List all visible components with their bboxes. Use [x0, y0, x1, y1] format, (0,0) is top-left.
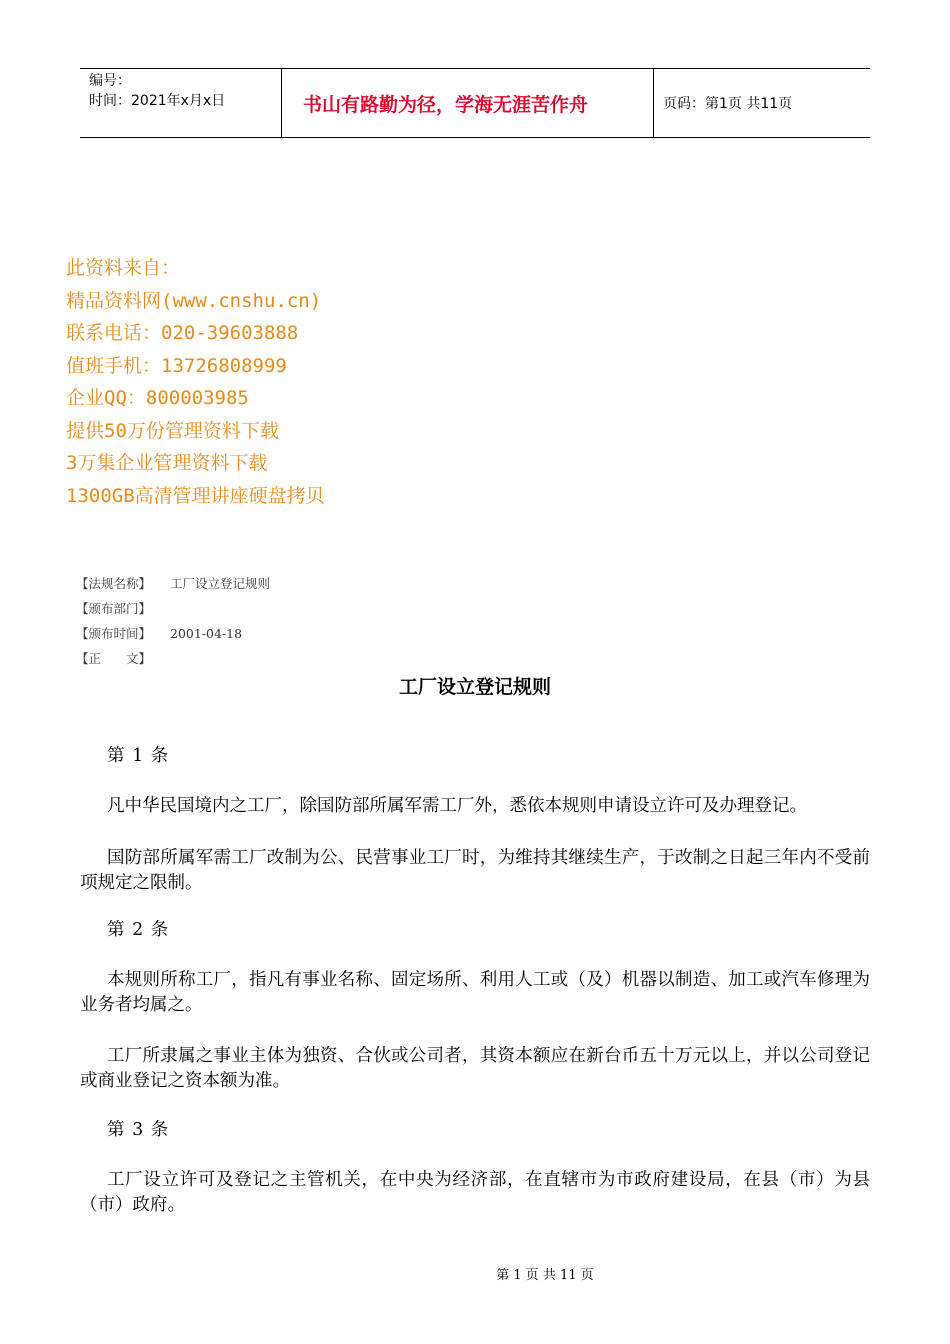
ad-line: 此资料来自：	[66, 257, 181, 279]
ad-line: 提供50万份管理资料下载	[66, 419, 279, 442]
meta-value: 2001-04-18	[170, 626, 243, 641]
document-title: 工厂设立登记规则	[398, 676, 551, 698]
ad-line: 企业QQ：800003985	[66, 387, 249, 409]
meta-row	[76, 571, 270, 596]
article-heading: 第 3 条	[107, 1120, 170, 1140]
header-motto: 书山有路勤为径，学海无涯苦作舟	[282, 69, 654, 137]
header-table	[80, 68, 870, 138]
paragraph: 工厂设立许可及登记之主管机关，在中央为经济部，在直辖市为市政府建设局，在县（市）为县（市）政府。	[80, 1170, 870, 1215]
regulation-meta	[76, 571, 270, 671]
ad-block	[66, 252, 325, 512]
ad-line: 3万集企业管理资料下载	[66, 452, 268, 474]
meta-row	[76, 596, 270, 621]
meta-label: 【颁布时间】	[76, 626, 152, 641]
article-heading: 第 2 条	[107, 920, 170, 940]
meta-label: 【正 文】	[76, 651, 152, 666]
ad-line: 值班手机：13726808999	[66, 354, 287, 377]
ad-line: 联系电话：020-39603888	[66, 322, 299, 344]
header-number-label: 编号：	[89, 73, 131, 89]
meta-value: 工厂设立登记规则	[170, 576, 271, 591]
header-meta-cell	[80, 69, 282, 137]
header-page-info: 页码：第1页 共11页	[663, 96, 793, 112]
paragraph: 工厂所隶属之事业主体为独资、合伙或公司者，其资本额应在新台币五十万元以上，并以公司登记或商业登记之资本额为准。	[80, 1046, 870, 1091]
paragraph: 国防部所属军需工厂改制为公、民营事业工厂时，为维持其继续生产，于改制之日起三年内不受前项规定之限制。	[80, 848, 870, 893]
meta-label: 【法规名称】	[76, 576, 152, 591]
meta-label: 【颁布部门】	[76, 601, 152, 616]
page-footer: 第 1 页 共 11 页	[496, 1268, 594, 1283]
paragraph: 凡中华民国境内之工厂，除国防部所属军需工厂外，悉依本规则申请设立许可及办理登记。	[107, 796, 807, 816]
header-date-label: 时间：2021年x月x日	[89, 93, 226, 109]
article-heading: 第 1 条	[107, 746, 170, 766]
ad-line: 1300GB高清管理讲座硬盘拷贝	[66, 484, 325, 507]
meta-row	[76, 646, 270, 671]
ad-line: 精品资料网(www.cnshu.cn)	[66, 289, 322, 312]
meta-row	[76, 621, 270, 646]
paragraph: 本规则所称工厂，指凡有事业名称、固定场所、利用人工或（及）机器以制造、加工或汽车修理为业务者均属之。	[80, 970, 870, 1015]
